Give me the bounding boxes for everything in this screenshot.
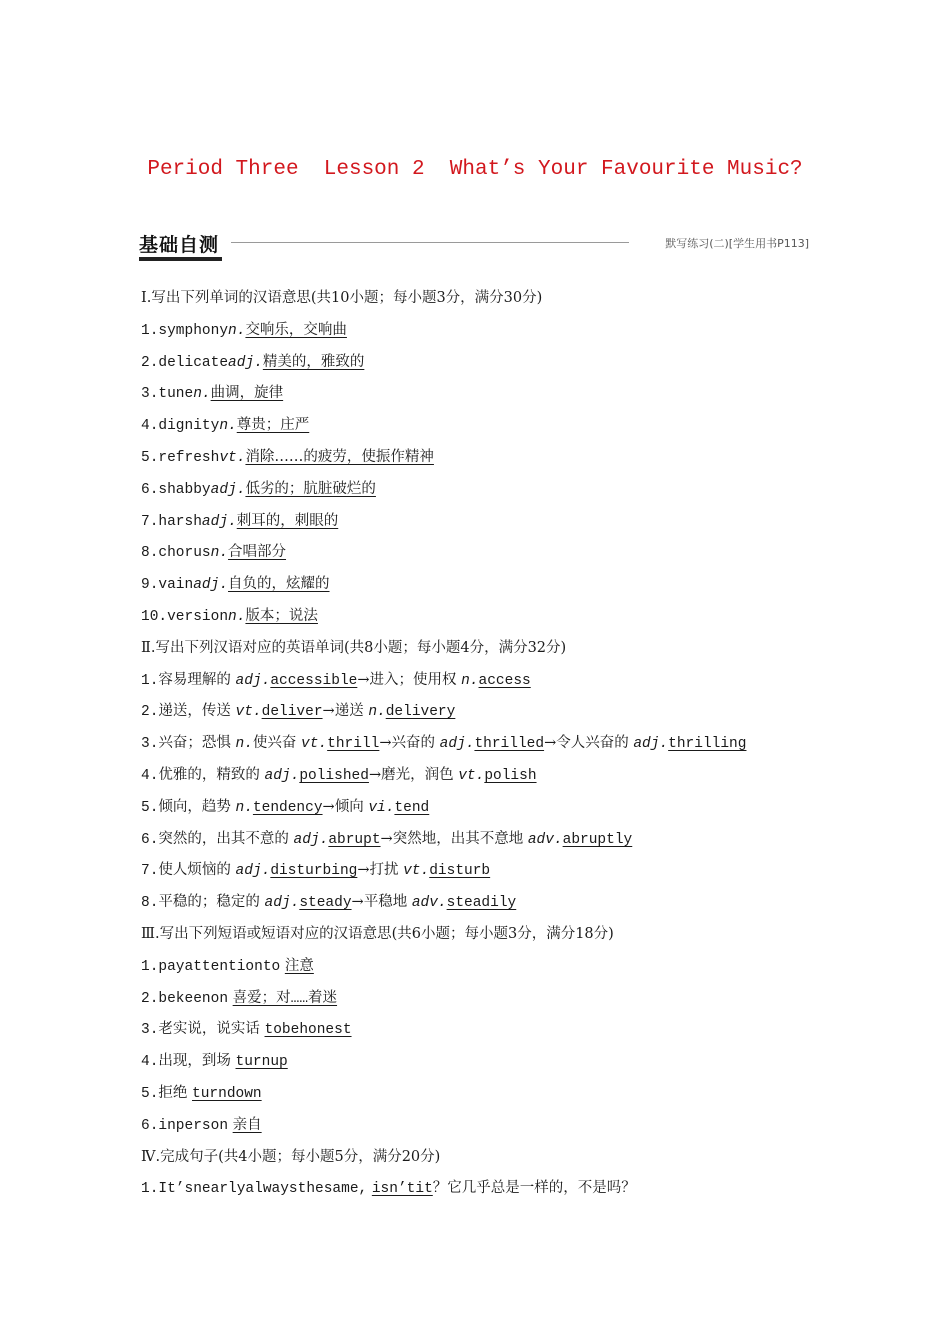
item-answer: isn’tit xyxy=(371,1181,433,1198)
word-form-item xyxy=(141,669,841,701)
part4-list xyxy=(141,1177,841,1209)
item-prompt: 出现，到场 xyxy=(158,1054,231,1071)
part-of-speech: adj. xyxy=(264,767,300,784)
section-divider xyxy=(231,242,629,243)
item-number: 2. xyxy=(141,704,159,721)
item-prompt: →进入；使用权 xyxy=(357,671,457,688)
item-number: 8. xyxy=(141,545,159,562)
word-form-item xyxy=(141,796,841,828)
part-of-speech: adj. xyxy=(228,354,263,371)
word-form-item xyxy=(141,891,841,923)
item-answer: thrill xyxy=(327,736,380,753)
part-of-speech: adj. xyxy=(235,672,271,689)
part4-heading: Ⅳ.完成句子(共4小题；每小题5分，满分20分) xyxy=(141,1148,441,1165)
item-prompt: 平稳的；稳定的 xyxy=(158,894,260,911)
section-title-underline xyxy=(139,257,222,261)
vocab-item xyxy=(141,478,841,510)
part-of-speech: adj. xyxy=(439,736,475,753)
word-form-item xyxy=(141,859,841,891)
part-of-speech: n. xyxy=(368,704,386,721)
item-prompt: →打扰 xyxy=(357,862,399,879)
item-answer: 尊贵；庄严 xyxy=(236,417,310,434)
vocab-item xyxy=(141,605,841,637)
part1-list xyxy=(141,319,841,637)
item-answer: steady xyxy=(299,895,352,912)
item-prompt: 优雅的，精致的 xyxy=(158,766,260,783)
item-number: 5. xyxy=(141,449,159,466)
item-number: 3. xyxy=(141,386,159,403)
item-prompt: 递送，传送 xyxy=(158,703,231,720)
vocab-item xyxy=(141,541,841,573)
item-number: 6. xyxy=(141,831,159,848)
item-word: delicate xyxy=(158,354,229,371)
item-answer: turndown xyxy=(192,1085,262,1102)
part-of-speech: adj. xyxy=(235,863,271,880)
item-answer: polish xyxy=(484,767,537,784)
vocab-item xyxy=(141,319,841,351)
item-prompt: →令人兴奋的 xyxy=(544,735,629,752)
word-form-item xyxy=(141,700,841,732)
part-of-speech: adj. xyxy=(193,577,229,594)
item-answer: abrupt xyxy=(328,831,381,848)
part1-heading: Ⅰ.写出下列单词的汉语意思(共10小题；每小题3分，满分30分) xyxy=(141,290,543,306)
item-answer: tobehonest xyxy=(264,1022,352,1039)
item-number: 10. xyxy=(141,608,168,625)
item-answer: steadily xyxy=(446,895,517,912)
phrase-item xyxy=(141,987,841,1019)
part-of-speech: vt. xyxy=(301,736,328,753)
item-prompt: inperson xyxy=(158,1117,229,1134)
item-prompt: →突然地，出其不意地 xyxy=(380,830,524,847)
item-word: version xyxy=(167,608,229,625)
item-prompt: →平稳地 xyxy=(351,894,408,911)
part-of-speech: adj. xyxy=(210,481,246,498)
item-answer: abruptly xyxy=(562,831,633,848)
part-of-speech: vt. xyxy=(403,863,430,880)
sentence-start: It’snearlyalwaysthesame, xyxy=(158,1181,368,1198)
item-prompt: 使兴奋 xyxy=(252,735,297,752)
item-prompt: →倾向 xyxy=(322,798,364,815)
phrase-item xyxy=(141,1050,841,1082)
item-prompt: 倾向，趋势 xyxy=(158,798,231,815)
sentence-end: ？它几乎总是一样的，不是吗？ xyxy=(432,1180,636,1197)
part-of-speech: n. xyxy=(210,545,229,562)
item-answer: 自负的，炫耀的 xyxy=(228,576,330,593)
exercise-content xyxy=(141,287,841,1209)
item-number: 2. xyxy=(141,990,159,1007)
item-answer: thrilling xyxy=(668,736,747,753)
item-prompt: 使人烦恼的 xyxy=(158,862,231,879)
item-answer: disturbing xyxy=(270,863,358,880)
vocab-item xyxy=(141,351,841,383)
item-prompt: 容易理解的 xyxy=(158,671,231,688)
item-answer: 合唱部分 xyxy=(228,544,287,561)
phrase-item xyxy=(141,1018,841,1050)
item-answer: 注意 xyxy=(284,958,314,975)
item-number: 4. xyxy=(141,767,159,784)
item-number: 7. xyxy=(141,513,159,530)
item-prompt: 兴奋；恐惧 xyxy=(158,735,231,752)
part-of-speech: n. xyxy=(228,322,246,339)
vocab-item xyxy=(141,510,841,542)
item-prompt: 老实说，说实话 xyxy=(158,1022,260,1039)
phrase-item xyxy=(141,1082,841,1114)
section-reference: 默写练习(二)[学生用书P113] xyxy=(665,237,809,250)
item-answer: 喜爱；对……着迷 xyxy=(232,990,338,1007)
part-of-speech: adj. xyxy=(633,736,669,753)
part-of-speech: vt. xyxy=(235,704,262,721)
item-answer: 低劣的；肮脏破烂的 xyxy=(245,480,376,497)
item-number: 5. xyxy=(141,1085,159,1102)
item-number: 1. xyxy=(141,1181,159,1198)
item-number: 4. xyxy=(141,418,159,435)
part-of-speech: n. xyxy=(219,418,237,435)
phrase-item xyxy=(141,1114,841,1146)
vocab-item xyxy=(141,382,841,414)
item-answer: delivery xyxy=(385,704,456,721)
item-prompt: bekeenon xyxy=(158,990,229,1007)
item-word: shabby xyxy=(158,481,211,498)
part-of-speech: adv. xyxy=(527,831,563,848)
vocab-item xyxy=(141,446,841,478)
item-answer: 版本；说法 xyxy=(245,607,318,624)
item-word: vain xyxy=(158,577,194,594)
item-number: 3. xyxy=(141,736,159,753)
item-number: 1. xyxy=(141,322,159,339)
item-word: dignity xyxy=(158,418,220,435)
item-answer: 亲自 xyxy=(232,1117,262,1134)
item-number: 6. xyxy=(141,481,159,498)
part-of-speech: vi. xyxy=(368,799,395,816)
item-answer: deliver xyxy=(261,704,323,721)
part-of-speech: n. xyxy=(235,736,253,753)
item-word: refresh xyxy=(158,449,220,466)
item-answer: accessible xyxy=(270,672,358,689)
item-answer: disturb xyxy=(429,863,491,880)
page-title: Period Three Lesson 2 What’s Your Favourite Music? xyxy=(147,158,803,181)
item-answer: tendency xyxy=(252,799,323,816)
part-of-speech: vt. xyxy=(458,767,485,784)
item-prompt: →递送 xyxy=(322,703,364,720)
item-number: 8. xyxy=(141,895,159,912)
item-prompt: payattentionto xyxy=(158,958,281,975)
item-number: 3. xyxy=(141,1022,159,1039)
part2-heading: Ⅱ.写出下列汉语对应的英语单词(共8小题；每小题4分，满分32分) xyxy=(141,639,567,656)
part-of-speech: adj. xyxy=(201,513,237,530)
part-of-speech: n. xyxy=(235,799,253,816)
item-answer: polished xyxy=(299,767,369,784)
item-answer: tend xyxy=(394,799,430,816)
item-prompt: 拒绝 xyxy=(158,1085,188,1102)
item-word: chorus xyxy=(158,545,211,562)
item-number: 9. xyxy=(141,577,159,594)
item-prompt: →兴奋的 xyxy=(379,735,436,752)
item-number: 4. xyxy=(141,1054,159,1071)
part-of-speech: adv. xyxy=(411,895,447,912)
item-answer: 刺耳的，刺眼的 xyxy=(236,512,339,529)
part-of-speech: adj. xyxy=(264,895,300,912)
word-form-item xyxy=(141,732,841,764)
section-title: 基础自测 xyxy=(139,234,220,256)
item-number: 1. xyxy=(141,672,159,689)
part-of-speech: vt. xyxy=(219,449,246,466)
item-number: 5. xyxy=(141,799,159,816)
word-form-item xyxy=(141,764,841,796)
word-form-item xyxy=(141,828,841,860)
part-of-speech: adj. xyxy=(293,831,329,848)
part2-list xyxy=(141,669,841,923)
sentence-item xyxy=(141,1177,841,1209)
part-of-speech: n. xyxy=(228,608,246,625)
item-answer: thrilled xyxy=(474,736,545,753)
part3-list xyxy=(141,955,841,1146)
part-of-speech: n. xyxy=(461,672,479,689)
item-word: harsh xyxy=(158,513,202,530)
item-answer: 交响乐，交响曲 xyxy=(245,321,347,338)
item-prompt: →磨光，润色 xyxy=(368,766,454,783)
item-answer: 消除……的疲劳，使振作精神 xyxy=(245,448,434,465)
item-answer: 曲调，旋律 xyxy=(210,385,284,402)
section-header xyxy=(139,230,809,264)
item-number: 7. xyxy=(141,863,159,880)
item-prompt: 突然的，出其不意的 xyxy=(158,830,289,847)
item-number: 6. xyxy=(141,1117,159,1134)
item-answer: 精美的，雅致的 xyxy=(262,353,365,370)
item-answer: access xyxy=(478,672,531,689)
vocab-item xyxy=(141,414,841,446)
vocab-item xyxy=(141,573,841,605)
item-number: 1. xyxy=(141,958,159,975)
phrase-item xyxy=(141,955,841,987)
part3-heading: Ⅲ.写出下列短语或短语对应的汉语意思(共6小题；每小题3分，满分18分) xyxy=(141,925,614,942)
item-number: 2. xyxy=(141,354,159,371)
item-answer: turnup xyxy=(235,1054,288,1071)
item-word: tune xyxy=(158,386,194,403)
item-word: symphony xyxy=(158,322,229,339)
part-of-speech: n. xyxy=(193,386,211,403)
